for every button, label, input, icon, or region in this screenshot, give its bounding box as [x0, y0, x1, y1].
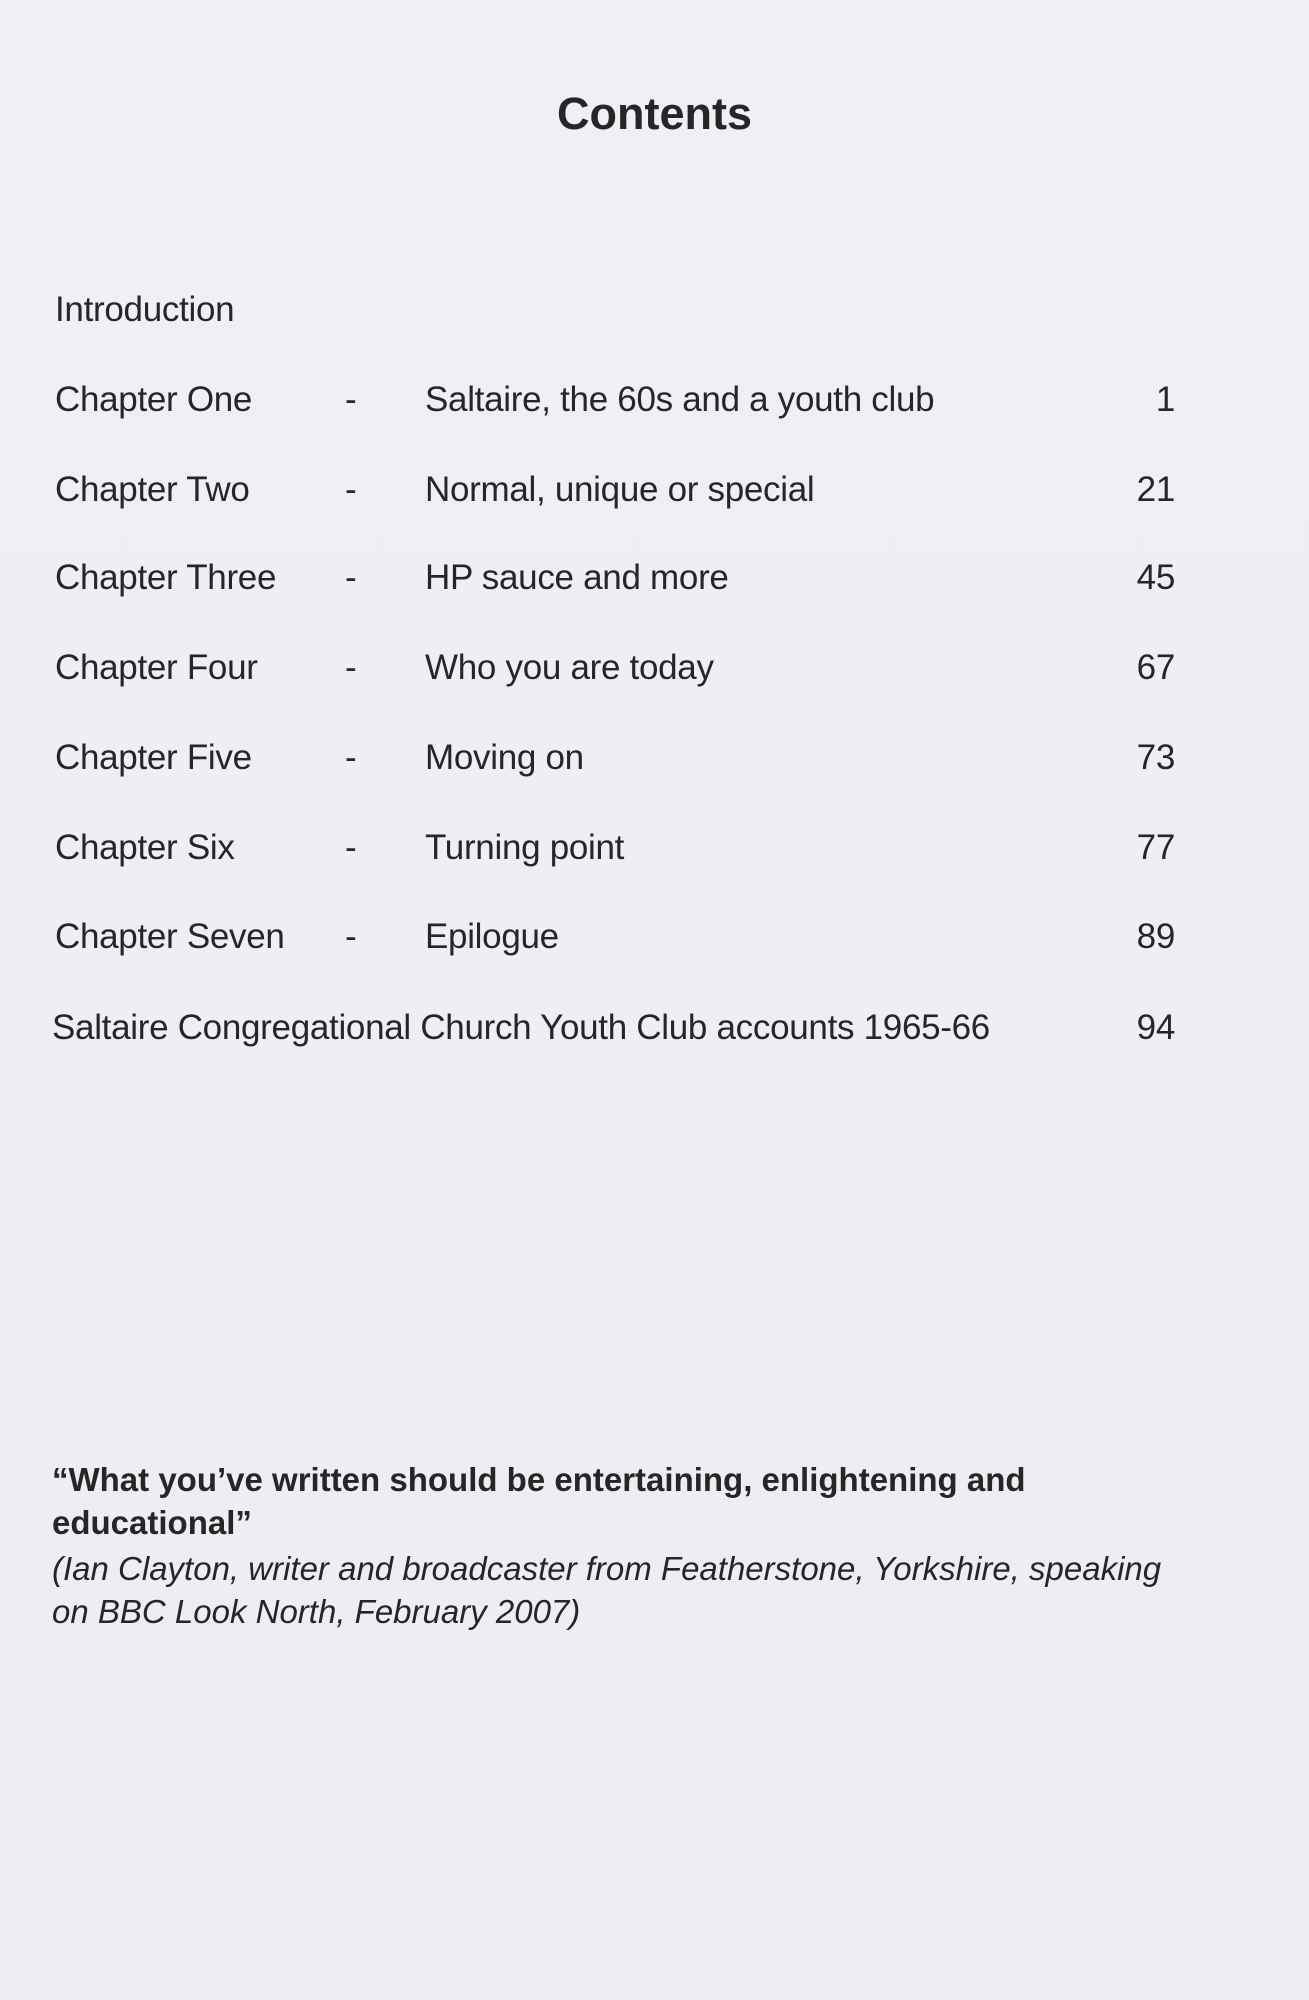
toc-entry-page-number: 1	[1155, 380, 1175, 419]
toc-entry-label: Chapter Four	[55, 648, 258, 687]
toc-entry-chapter-two[interactable]	[55, 470, 1175, 520]
toc-entry-page-number: 89	[1136, 917, 1175, 956]
toc-entry-separator: -	[345, 738, 357, 777]
toc-entry-chapter-one[interactable]	[55, 380, 1175, 430]
toc-entry-label: Chapter Six	[55, 828, 235, 867]
toc-entry-title: Saltaire, the 60s and a youth club	[425, 380, 935, 419]
toc-entry-label: Chapter Three	[55, 558, 277, 597]
toc-entry-page-number: 94	[1136, 1008, 1175, 1047]
toc-entry-label: Saltaire Congregational Church Youth Club accounts 1965-66	[52, 1008, 990, 1047]
toc-entry-label: Chapter One	[55, 380, 253, 419]
toc-entry-title: Normal, unique or special	[425, 470, 815, 509]
toc-entry-label: Chapter Two	[55, 470, 250, 509]
quote-attribution: (Ian Clayton, writer and broadcaster from Featherstone, Yorkshire, speaking on BBC Look North, February 2007)	[52, 1550, 1162, 1630]
toc-entry-introduction[interactable]	[55, 290, 1175, 340]
toc-entry-label: Chapter Seven	[55, 917, 285, 956]
quote-text: “What you’ve written should be entertaining, enlightening and educational”	[52, 1461, 1026, 1541]
toc-entry-separator: -	[345, 558, 357, 597]
toc-entry-label: Introduction	[55, 290, 235, 329]
toc-entry-separator: -	[345, 648, 357, 687]
toc-entry-separator: -	[345, 380, 357, 419]
toc-entry-label: Chapter Five	[55, 738, 252, 777]
toc-entry-chapter-five[interactable]	[55, 738, 1175, 788]
toc-entry-page-number: 67	[1136, 648, 1175, 687]
toc-entry-page-number: 73	[1136, 738, 1175, 777]
toc-entry-chapter-three[interactable]	[55, 558, 1175, 608]
toc-entry-accounts[interactable]	[52, 1008, 1175, 1058]
toc-entry-page-number: 45	[1136, 558, 1175, 597]
toc-entry-page-number: 77	[1136, 828, 1175, 867]
toc-entry-title: Epilogue	[425, 917, 559, 956]
toc-entry-chapter-seven[interactable]	[55, 917, 1175, 967]
toc-entry-separator: -	[345, 470, 357, 509]
toc-entry-chapter-six[interactable]	[55, 828, 1175, 878]
toc-entry-title: Who you are today	[425, 648, 714, 687]
toc-entry-chapter-four[interactable]	[55, 648, 1175, 698]
toc-entry-separator: -	[345, 828, 357, 867]
toc-entry-title: HP sauce and more	[425, 558, 729, 597]
page-title: Contents	[557, 88, 752, 139]
toc-entry-separator: -	[345, 917, 357, 956]
toc-entry-page-number: 21	[1136, 470, 1175, 509]
toc-entry-title: Moving on	[425, 738, 584, 777]
toc-entry-title: Turning point	[425, 828, 625, 867]
